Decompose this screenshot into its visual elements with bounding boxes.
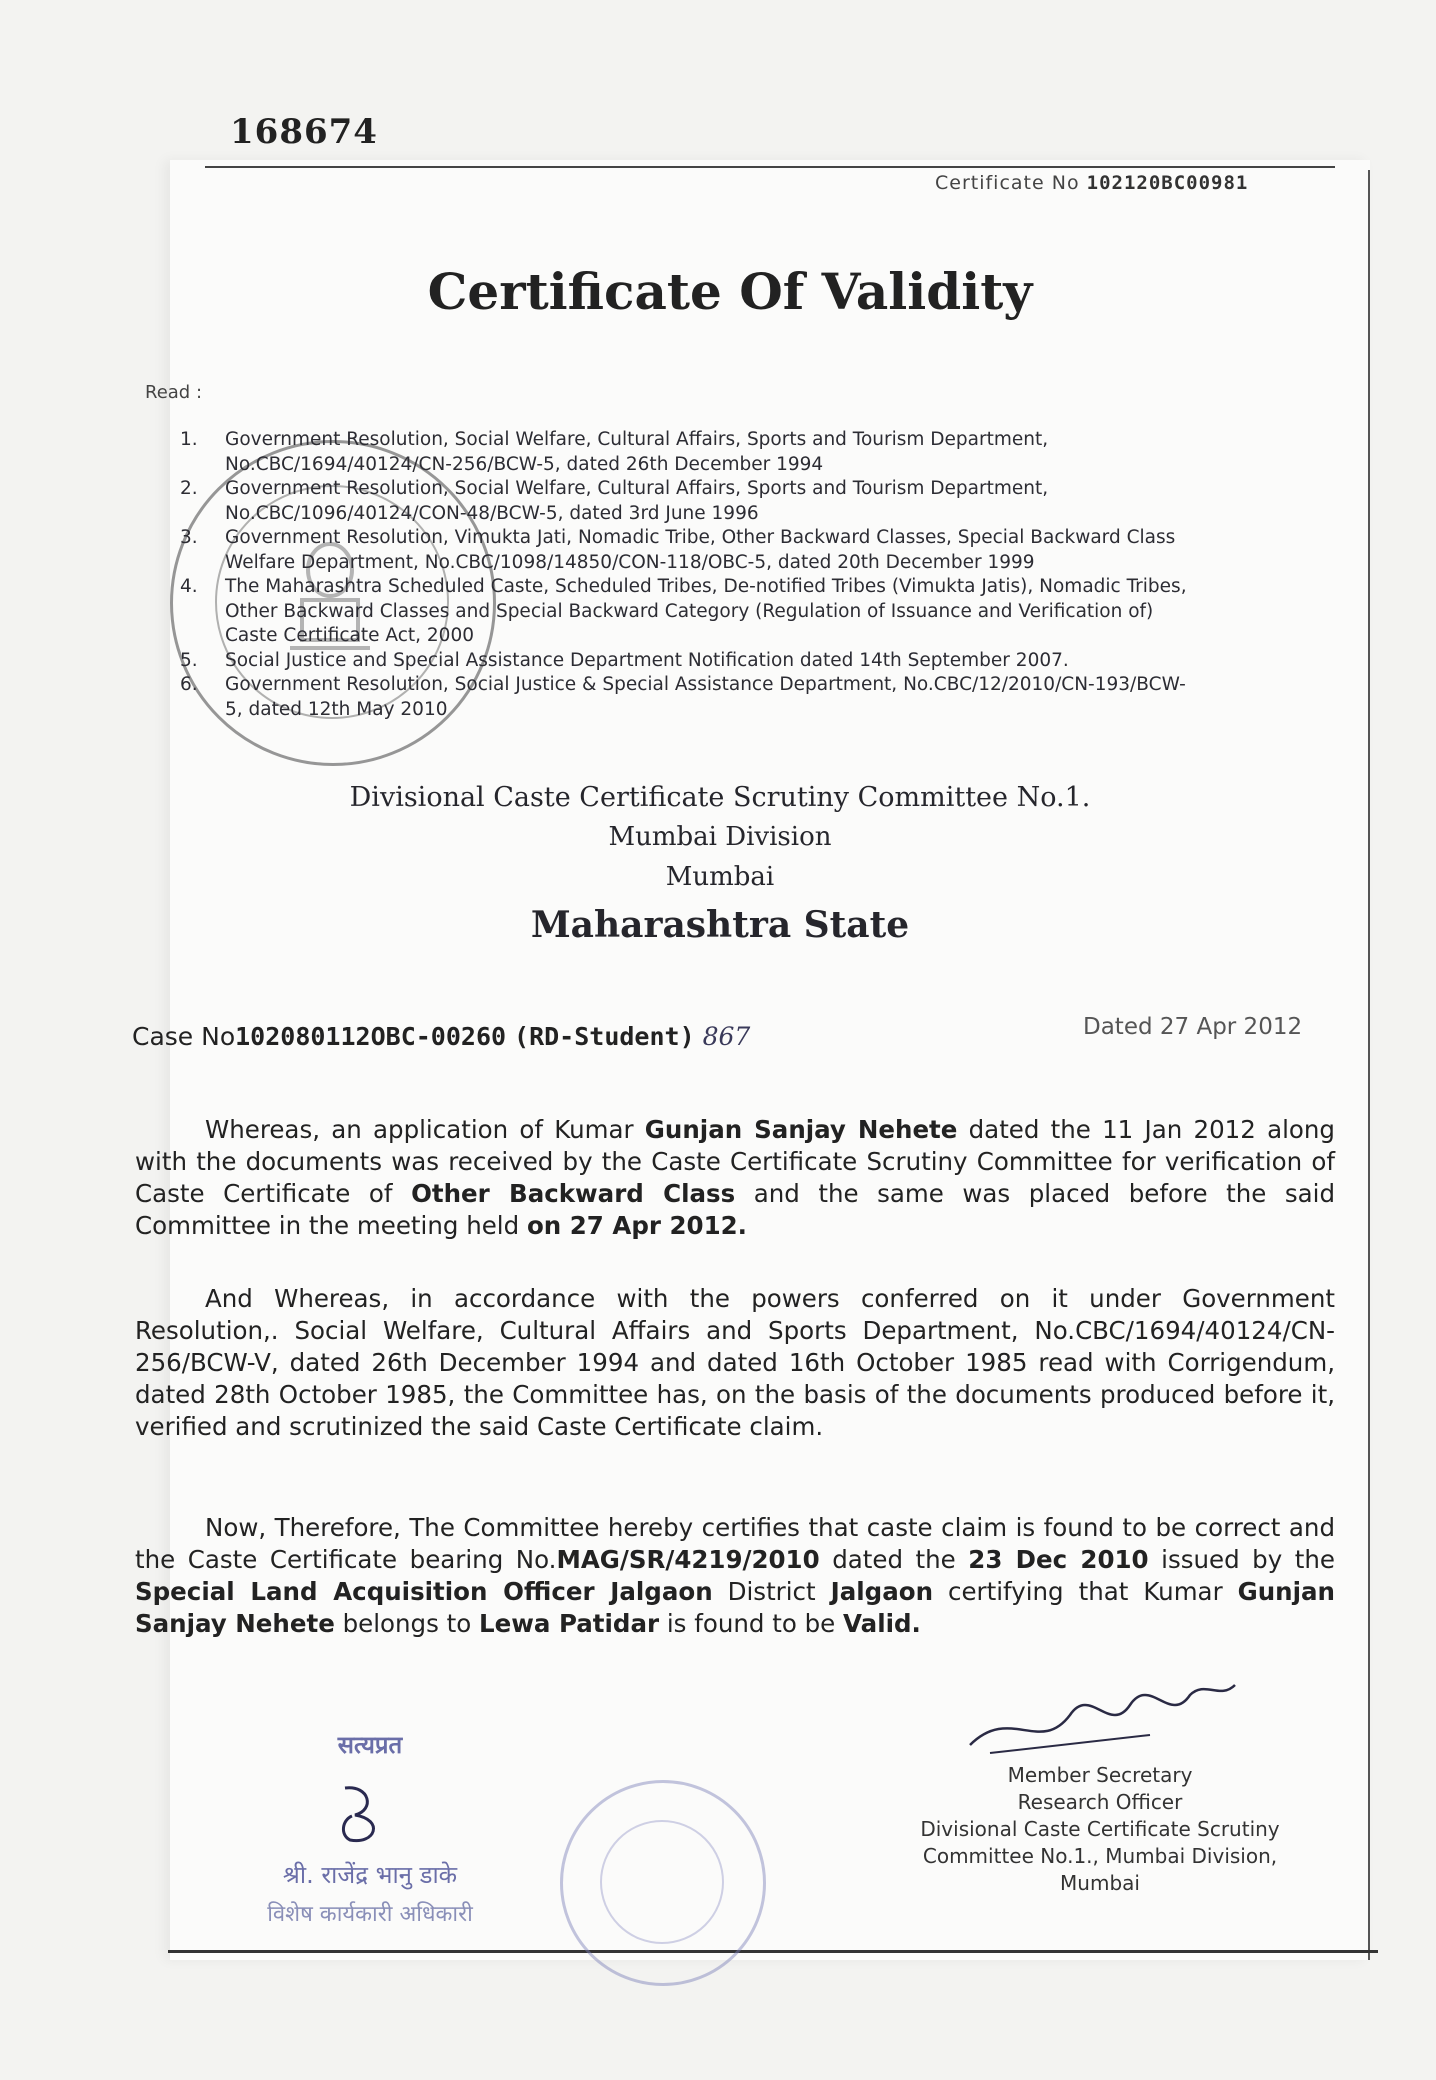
initials-signature	[330, 1780, 390, 1850]
meeting-date: on 27 Apr 2012.	[526, 1211, 747, 1240]
reference-line	[180, 575, 1330, 600]
issue-date: Dated 27 Apr 2012	[1083, 1014, 1303, 1040]
reference-text: Welfare Department, No.CBC/1098/14850/CON-118/OBC-5, dated 20th December 1999	[225, 551, 1035, 573]
reference-line	[180, 428, 1330, 453]
para1-text-b: dated the 11 Jan 2012 along with the documents was received by the Caste Certificate Scrutiny Committee for verification of Caste Certificate of	[135, 1115, 1335, 1208]
officer-title-5: Mumbai	[1060, 1871, 1140, 1895]
reference-text: 5, dated 12th May 2010	[225, 698, 448, 720]
committee-division: Mumbai Division	[608, 822, 832, 852]
certificate-number-label: Certificate No	[935, 172, 1080, 194]
read-label: Read :	[145, 382, 203, 403]
officer-title-4: Committee No.1., Mumbai Division,	[922, 1844, 1278, 1868]
reference-line	[180, 624, 1330, 649]
member-secretary-signature	[950, 1665, 1250, 1765]
para3-text-c: issued by the	[1148, 1545, 1335, 1574]
bottom-border	[168, 1950, 1378, 1953]
document-title: Certificate Of Validity	[427, 262, 1033, 321]
referenced-certificate-no: MAG/SR/4219/2010	[556, 1545, 820, 1574]
reference-text: Government Resolution, Social Justice & Special Assistance Department, No.CBC/12/2010/CN-193/BCW-	[225, 674, 1186, 695]
left-signatory-designation: विशेष कार्यकारी अधिकारी	[267, 1902, 473, 1927]
references-list	[180, 428, 1330, 722]
top-border	[205, 166, 1335, 168]
para3-text-b: dated the	[819, 1545, 969, 1574]
reference-text: No.CBC/1694/40124/CN-256/BCW-5, dated 26th December 1994	[225, 453, 824, 475]
committee-name: Divisional Caste Certificate Scrutiny Committee No.1.	[349, 782, 1091, 813]
reference-number: 3.	[180, 527, 198, 548]
reference-text: Government Resolution, Social Welfare, Cultural Affairs, Sports and Tourism Department,	[225, 429, 1049, 450]
para3-text-f: belongs to	[334, 1609, 480, 1638]
reference-text: Government Resolution, Vimukta Jati, Nomadic Tribe, Other Backward Classes, Special Backward Class	[225, 527, 1176, 548]
reference-line	[180, 502, 1330, 527]
reference-text: Other Backward Classes and Special Backward Category (Regulation of Issuance and Verification of)	[225, 600, 1154, 622]
reference-number: 5.	[180, 649, 198, 671]
para3-text-a: Now, Therefore, The Committee hereby certifies that caste claim is found to be correct and the Caste Certificate bearing No.	[135, 1513, 1335, 1574]
officer-title-1: Member Secretary	[1007, 1763, 1193, 1787]
reference-line	[180, 526, 1330, 551]
officer-title-2: Research Officer	[1017, 1790, 1183, 1814]
district-name: Jalgaon	[830, 1577, 934, 1606]
reference-line	[180, 698, 1330, 723]
applicant-name-repeat: Gunjan Sanjay Nehete	[135, 1577, 1335, 1638]
para3-text-g: is found to be	[659, 1609, 844, 1638]
paragraph-certification	[135, 1512, 1335, 1640]
reference-text: No.CBC/1096/40124/CON-48/BCW-5, dated 3rd June 1996	[225, 502, 759, 524]
committee-state: Maharashtra State	[530, 904, 910, 946]
serial-number: 168674	[230, 112, 378, 152]
caste-class: Other Backward Class	[411, 1179, 736, 1208]
referenced-certificate-date: 23 Dec 2010	[968, 1545, 1149, 1574]
officer-title-3: Divisional Caste Certificate Scrutiny	[920, 1817, 1280, 1841]
case-number-line	[132, 1022, 750, 1051]
left-signatory-name: श्री. राजेंद्र भानु डाके	[282, 1861, 458, 1889]
para2-text: And Whereas, in accordance with the powers conferred on it under Government Resolution,. Social Welfare, Cultural Affairs and Sports Department, No.CBC/1694/40124/CN-256/BCW-V, dated 26th December 1994 and dated 16th October 1985 read with Corrigendum, dated 28th October 1985, the Committee has, on the basis of the documents produced before it, verified and scrutinized the said Caste Certificate claim.	[135, 1284, 1335, 1441]
case-number-label: Case No	[132, 1022, 236, 1051]
applicant-name: Gunjan Sanjay Nehete	[644, 1115, 958, 1144]
case-number-value: 102080112OBC-00260	[235, 1022, 507, 1051]
paragraph-authority	[135, 1283, 1335, 1443]
reference-number: 1.	[180, 429, 198, 450]
reference-number: 2.	[180, 478, 198, 499]
caste-name: Lewa Patidar	[479, 1609, 660, 1638]
issuing-officer: Special Land Acquisition Officer Jalgaon	[135, 1577, 713, 1606]
committee-seal-inner-ring	[600, 1820, 724, 1944]
reference-number: 4.	[180, 576, 198, 597]
reference-line	[180, 477, 1330, 502]
reference-text: Social Justice and Special Assistance Department Notification dated 14th September 2007.	[225, 649, 1069, 671]
certificate-number-value: 102120BC00981	[1086, 172, 1249, 194]
para1-text-c: and the same was placed before the said Committee in the meeting held	[135, 1179, 1335, 1240]
case-type: (RD-Student)	[514, 1022, 695, 1051]
paragraph-application	[135, 1114, 1335, 1242]
reference-text: Caste Certificate Act, 2000	[225, 625, 474, 646]
reference-line	[180, 673, 1330, 698]
reference-text: Government Resolution, Social Welfare, Cultural Affairs, Sports and Tourism Department,	[225, 478, 1049, 499]
certificate-number	[935, 172, 1248, 194]
reference-line	[180, 551, 1330, 576]
para1-text-a: Whereas, an application of Kumar	[205, 1115, 645, 1144]
committee-city: Mumbai	[665, 862, 775, 892]
reference-line	[180, 600, 1330, 625]
para3-text-e: certifying that Kumar	[933, 1577, 1238, 1606]
validity-status: Valid.	[843, 1609, 921, 1638]
reference-line	[180, 453, 1330, 478]
officer-block	[880, 1762, 1320, 1897]
case-handwritten-note: 867	[702, 1022, 751, 1051]
reference-number: 6.	[180, 674, 198, 695]
para3-text-d: District	[712, 1577, 831, 1606]
true-copy-label: सत्यप्रत	[337, 1731, 403, 1759]
right-border	[1368, 170, 1370, 1960]
reference-text: The Maharashtra Scheduled Caste, Scheduled Tribes, De-notified Tribes (Vimukta Jatis), Nomadic Tribes,	[225, 576, 1187, 597]
reference-line	[180, 649, 1330, 674]
